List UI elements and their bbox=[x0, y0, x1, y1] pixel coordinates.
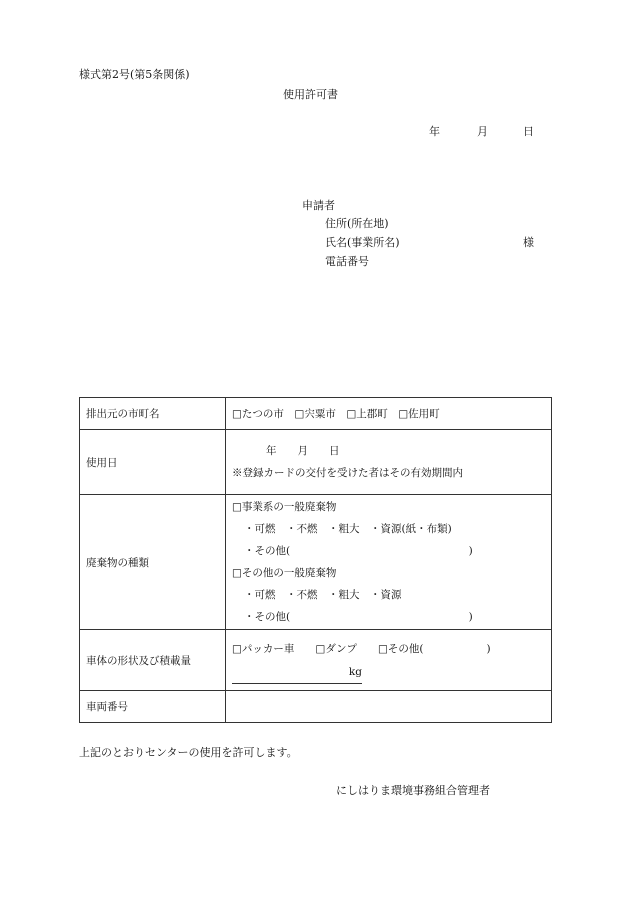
applicant-address-label: 住所(所在地) bbox=[325, 217, 389, 230]
table-row bbox=[80, 430, 552, 495]
use-date-note: ※登録カードの交付を受けた者はその有効期間内 bbox=[232, 467, 463, 479]
applicant-phone-label: 電話番号 bbox=[325, 255, 369, 268]
waste-type-label: 廃棄物の種類 bbox=[80, 495, 226, 630]
waste-other-other: ・その他( ) bbox=[244, 611, 473, 623]
form-number: 様式第2号(第5条関係) bbox=[79, 68, 190, 81]
vehicle-type-options: □パッカー車 □ダンプ □その他( ) bbox=[232, 643, 491, 655]
waste-options-other: ・可燃 ・不燃 ・粗大 ・資源 bbox=[244, 589, 402, 601]
vehicle-number-value bbox=[226, 691, 552, 723]
date-day: 日 bbox=[523, 125, 534, 138]
applicant-name-label: 氏名(事業所名) bbox=[325, 236, 400, 249]
table-row bbox=[80, 495, 552, 630]
vehicle-number-label: 車両番号 bbox=[80, 691, 226, 723]
waste-options-business: ・可燃 ・不燃 ・粗大 ・資源(紙・布類) bbox=[244, 523, 452, 535]
use-date-value: 年 月 日 bbox=[266, 445, 340, 457]
waste-type-cell bbox=[226, 495, 552, 630]
permit-table bbox=[79, 397, 552, 723]
municipality-label: 排出元の市町名 bbox=[80, 398, 226, 430]
municipality-options: □たつの市 □宍粟市 □上郡町 □佐用町 bbox=[226, 398, 552, 430]
vehicle-type-cell bbox=[226, 630, 552, 691]
permit-statement: 上記のとおりセンターの使用を許可します。 bbox=[79, 746, 298, 759]
table-row bbox=[80, 691, 552, 723]
use-date-cell bbox=[226, 430, 552, 495]
load-capacity-field bbox=[232, 661, 362, 684]
table-row bbox=[80, 398, 552, 430]
document-title: 使用許可書 bbox=[283, 88, 338, 101]
date-month: 月 bbox=[477, 125, 488, 138]
waste-category-business: □事業系の一般廃棄物 bbox=[232, 501, 337, 513]
table-row bbox=[80, 630, 552, 691]
vehicle-type-label: 車体の形状及び積載量 bbox=[80, 630, 226, 691]
waste-category-other: □その他の一般廃棄物 bbox=[232, 567, 337, 579]
load-capacity-unit: kg bbox=[348, 666, 362, 678]
applicant-honorific: 様 bbox=[523, 236, 534, 249]
waste-other-business: ・その他( ) bbox=[244, 545, 473, 557]
date-year: 年 bbox=[429, 125, 440, 138]
applicant-heading: 申請者 bbox=[302, 199, 335, 212]
signatory: にしはりま環境事務組合管理者 bbox=[336, 784, 490, 797]
use-date-label: 使用日 bbox=[80, 430, 226, 495]
